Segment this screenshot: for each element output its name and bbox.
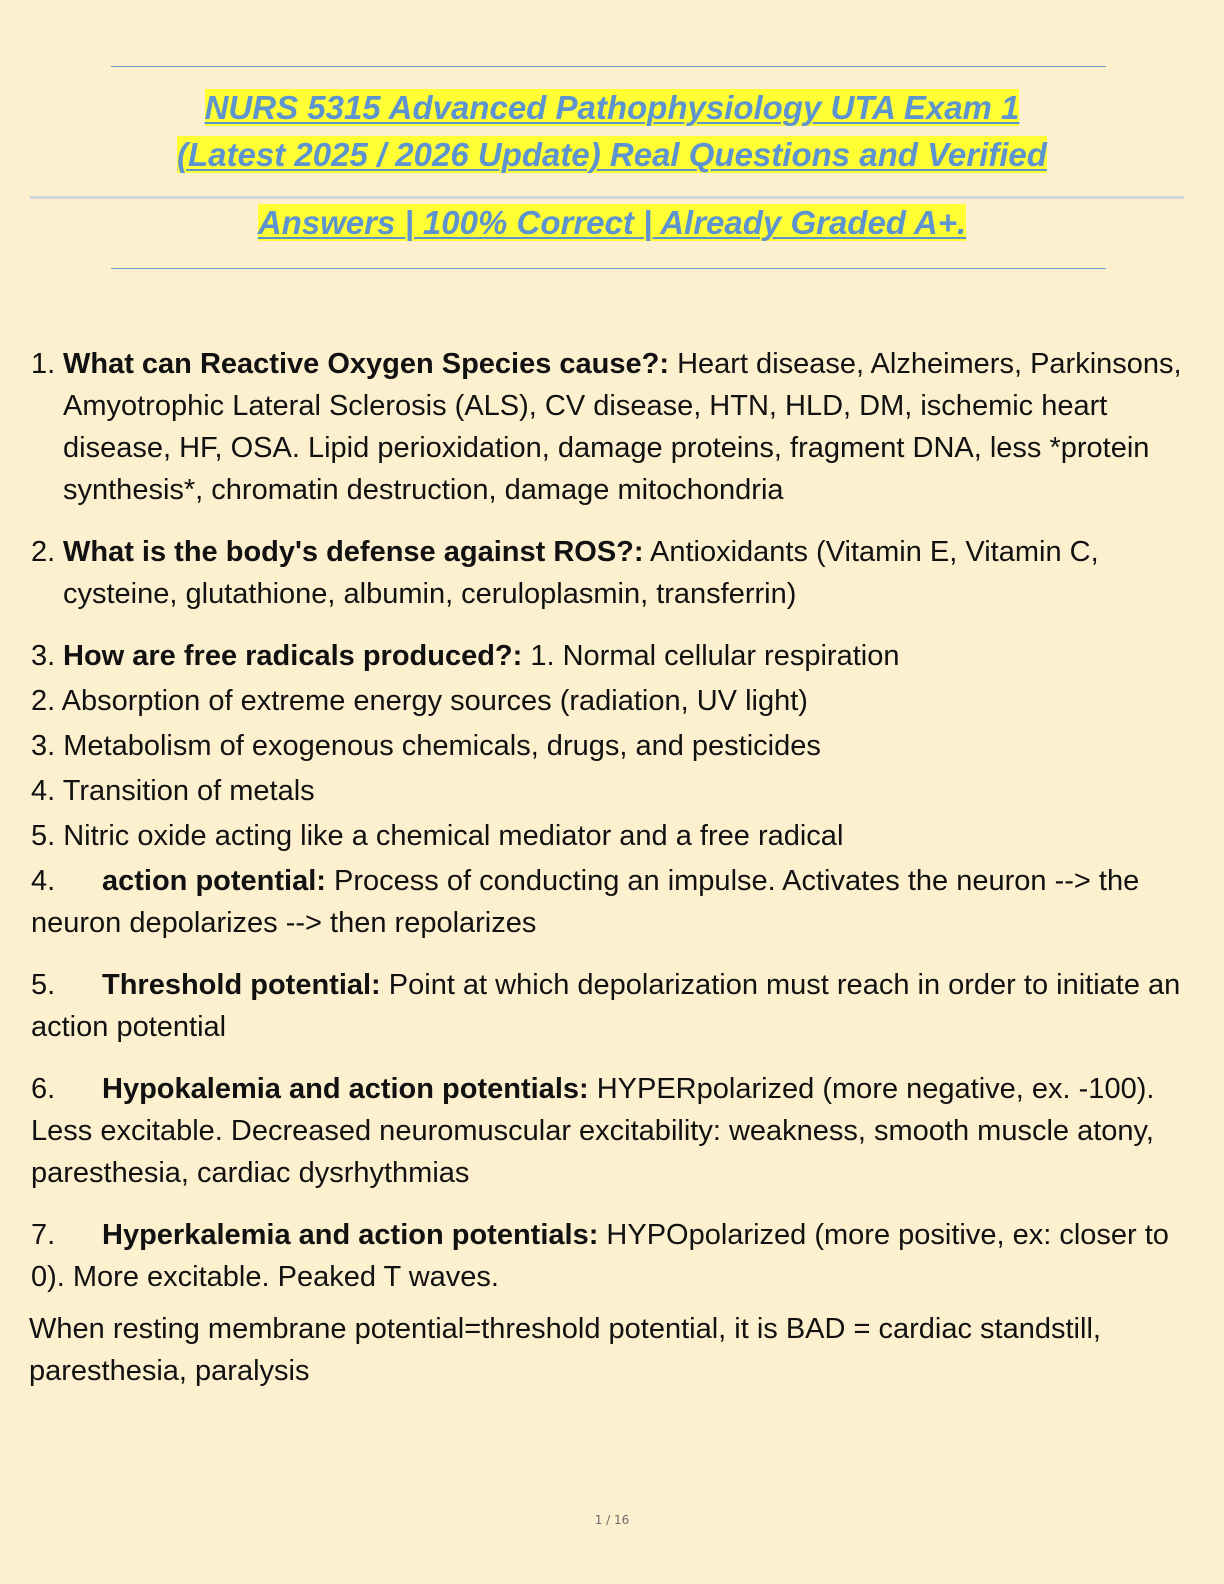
item-number: 3. [31,640,56,672]
item-answer: Process of conducting an impulse. Activates the neuron --> the neuron depolarizes --> then repolarizes [31,865,1140,939]
header-top-rule [111,66,1106,67]
qa-item-6 [31,1068,1196,1194]
item-3-subline-4: 4. Transition of metals [31,775,315,807]
item-number: 6. [31,1073,56,1105]
item-question: How are free radicals produced?: [63,640,523,672]
item-body [63,635,1196,677]
page-indicator: 1 / 16 [594,1513,630,1527]
qa-item-7 [31,1214,1196,1298]
header-bottom-rule [111,268,1106,269]
item-answer: 1. Normal cellular respiration [522,640,900,672]
item-question: Hypokalemia and action potentials: [102,1073,589,1105]
item-question: What can Reactive Oxygen Species cause?: [63,348,670,380]
qa-item-5 [31,964,1196,1048]
item-answer: HYPOpolarized (more positive, ex: closer to 0). More excitable. Peaked T waves. [31,1219,1169,1293]
qa-item-3 [31,635,1196,677]
title-text-3[interactable]: Answers | 100% Correct | Already Graded A+. [257,204,967,241]
item-answer: Point at which depolarization must reach in order to initiate an action potential [31,969,1181,1043]
item-answer: Antioxidants (Vitamin E, Vitamin C, cysteine, glutathione, albumin, ceruloplasmin, transferrin) [63,536,1099,610]
item-question: Hyperkalemia and action potentials: [102,1219,599,1251]
item-answer: HYPERpolarized (more negative, ex. -100). Less excitable. Decreased neuromuscular excitability: weakness, smooth muscle atony, paresthesia, cardiac dysrhythmias [31,1073,1155,1189]
item-3-subline-5: 5. Nitric oxide acting like a chemical mediator and a free radical [31,820,844,852]
item-number: 2. [31,536,56,568]
item-body [63,343,1196,511]
item-body [63,531,1196,615]
item-question: action potential: [102,865,326,897]
qa-item-4 [31,860,1196,944]
document-title-line-2[interactable] [0,135,1224,175]
title-text-1[interactable]: NURS 5315 Advanced Pathophysiology UTA Exam 1 [204,89,1020,126]
item-question: What is the body's defense against ROS?: [63,536,644,568]
item-3-subline-2: 2. Absorption of extreme energy sources (radiation, UV light) [31,685,808,717]
document-title-line-1[interactable] [0,88,1224,128]
resting-potential-note: When resting membrane potential=threshold potential, it is BAD = cardiac standstill, paresthesia, paralysis [29,1313,1101,1387]
item-number: 1. [31,348,56,380]
item-number: 7. [31,1219,56,1251]
item-number: 5. [31,969,56,1001]
qa-item-1 [31,343,1196,511]
document-title-line-3[interactable] [0,203,1224,243]
qa-content [31,343,1196,1392]
item-answer: Heart disease, Alzheimers, Parkinsons, Amyotrophic Lateral Sclerosis (ALS), CV disease, HTN, HLD, DM, ischemic heart disease, HF, OSA. Lipid perioxidation, damage proteins, fragment DNA, less *protein synthesis*, chromatin destruction, damage mitochondria [63,348,1182,506]
item-number: 4. [31,865,56,897]
qa-item-2 [31,531,1196,615]
header-divider [30,196,1184,199]
title-text-2[interactable]: (Latest 2025 / 2026 Update) Real Questions and Verified [177,136,1047,173]
item-3-subline-3: 3. Metabolism of exogenous chemicals, drugs, and pesticides [31,730,821,762]
item-question: Threshold potential: [102,969,381,1001]
